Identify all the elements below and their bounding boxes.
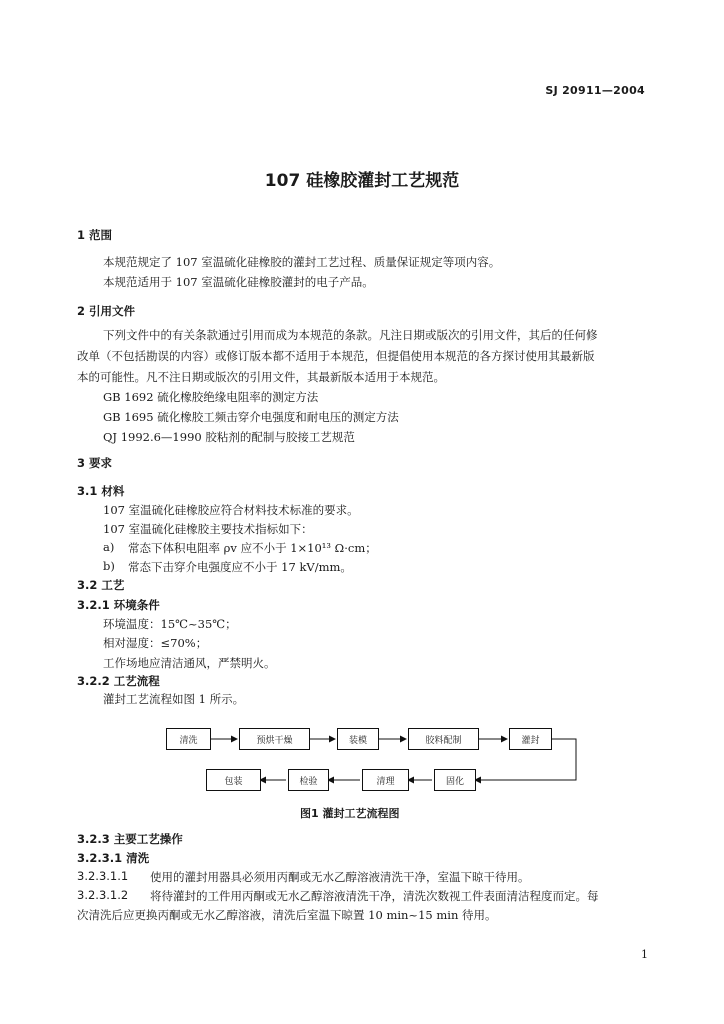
item-b-label: b) [103,559,115,573]
clause-3-2-3-1-2-line-2: 次清洗后应更换丙酮或无水乙醇溶液，清洗后室温下晾置 10 min~15 min 待用。 [77,908,497,922]
item-a-label: a) [103,540,115,554]
document-title: 107 硅橡胶灌封工艺规范 [264,171,460,191]
section-3-1-heading: 3.1 材料 [77,484,125,498]
reference-gb1692: GB 1692 硫化橡胶绝缘电阻率的测定方法 [103,390,319,404]
env-humidity: 相对湿度：≤70%； [103,636,208,650]
page-number: 1 [641,948,648,961]
flow-step-cure: 固化 [434,769,476,791]
section-2-para-line-1: 下列文件中的有关条款通过引用而成为本规范的条款。凡注日期或版次的引用文件，其后的任何修 [103,328,598,342]
section-2-para-line-2: 改单（不包括勘误的内容）或修订版本都不适用于本规范，但提倡使用本规范的各方探讨使用其最新版 [77,349,595,363]
clause-3-2-3-1-1-text: 使用的灌封用器具必须用丙酮或无水乙醇溶液清洗干净，室温下晾干待用。 [150,870,530,884]
flow-step-prebake: 预烘干燥 [239,728,310,750]
item-b-text: 常态下击穿介电强度应不小于 17 kV/mm。 [128,560,352,574]
section-3-2-3-heading: 3.2.3 主要工艺操作 [77,832,183,846]
flow-step-potting: 灌封 [509,728,552,750]
standard-number: SJ 20911—2004 [545,84,645,97]
section-3-1-para-1: 107 室温硫化硅橡胶应符合材料技术标准的要求。 [103,503,359,517]
env-temperature: 环境温度：15℃~35℃； [103,617,237,631]
flow-step-inspect: 检验 [288,769,329,791]
section-1-para-2: 本规范适用于 107 室温硫化硅橡胶灌封的电子产品。 [103,275,374,289]
section-3-2-heading: 3.2 工艺 [77,578,125,592]
flow-step-cleanup: 清理 [362,769,409,791]
env-workplace: 工作场地应清洁通风，严禁明火。 [103,656,276,670]
section-2-heading: 2 引用文件 [77,304,136,318]
reference-gb1695: GB 1695 硫化橡胶工频击穿介电强度和耐电压的测定方法 [103,410,399,424]
reference-qj1992: QJ 1992.6—1990 胶粘剂的配制与胶接工艺规范 [103,430,355,444]
flow-step-mix: 胶料配制 [408,728,479,750]
section-3-heading: 3 要求 [77,456,113,470]
section-3-2-3-1-heading: 3.2.3.1 清洗 [77,851,150,865]
item-a-text: 常态下体积电阻率 ρv 应不小于 1×10¹³ Ω·cm； [128,541,377,555]
flow-step-package: 包装 [206,769,261,791]
section-1-heading: 1 范围 [77,228,113,242]
flow-step-mold: 装模 [337,728,379,750]
section-2-para-line-3: 本的可能性。凡不注日期或版次的引用文件，其最新版本适用于本规范。 [77,370,445,384]
clause-3-2-3-1-2-number: 3.2.3.1.2 [77,888,129,902]
section-3-2-2-para: 灌封工艺流程如图 1 所示。 [103,692,245,706]
figure-caption: 图1 灌封工艺流程图 [300,807,400,820]
section-3-1-para-2: 107 室温硫化硅橡胶主要技术指标如下： [103,522,313,536]
clause-3-2-3-1-1-number: 3.2.3.1.1 [77,869,129,883]
section-3-2-1-heading: 3.2.1 环境条件 [77,598,160,612]
clause-3-2-3-1-2-line-1: 将待灌封的工件用丙酮或无水乙醇溶液清洗干净，清洗次数视工件表面清洁程度而定。每 [150,889,599,903]
flow-step-clean: 清洗 [166,728,211,750]
section-3-2-2-heading: 3.2.2 工艺流程 [77,674,160,688]
section-1-para-1: 本规范规定了 107 室温硫化硅橡胶的灌封工艺过程、质量保证规定等项内容。 [103,255,501,269]
